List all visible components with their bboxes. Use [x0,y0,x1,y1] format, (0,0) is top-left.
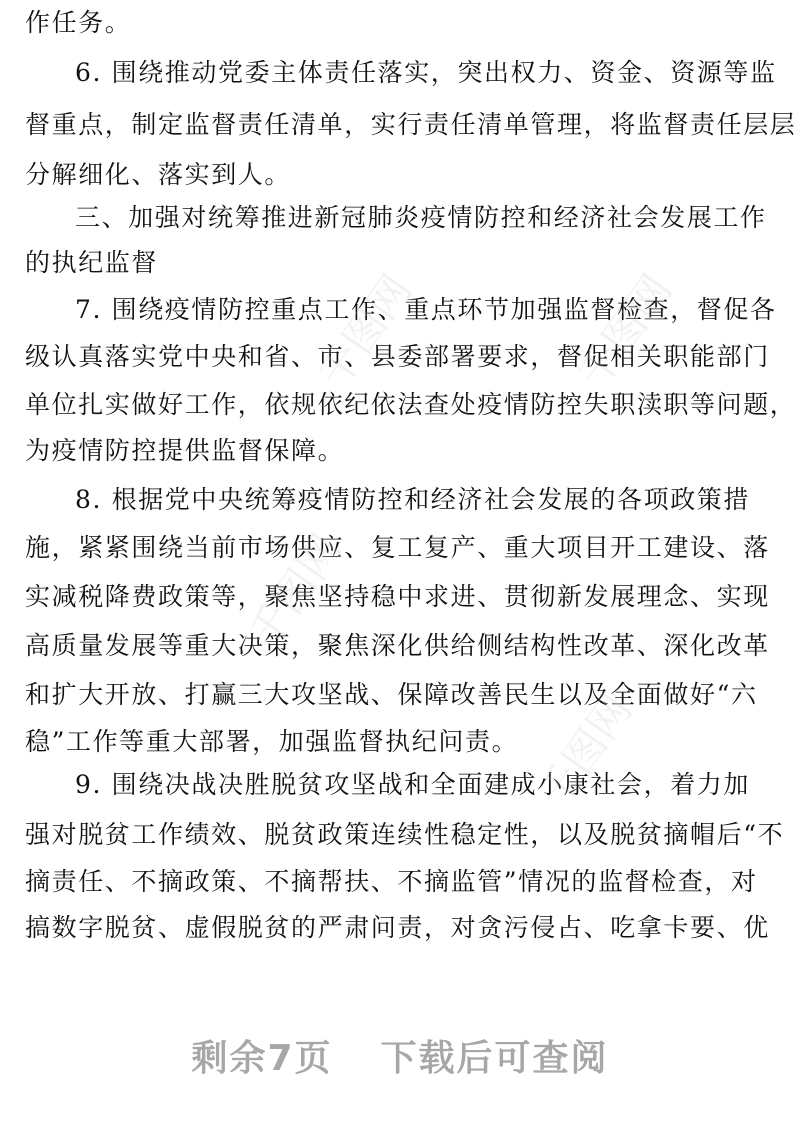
text-line: 为疫情防控提供监督保障。 [25,436,345,465]
watermark: 千图网 [568,265,682,398]
text-line: 高质量发展等重大决策，聚焦深化供给侧结构性改革、深化改革 [25,631,770,660]
watermark: 千图网 [238,525,352,658]
text-line: 搞数字脱贫、虚假脱贫的严肃问责，对贪污侵占、吃拿卡要、优 [25,913,770,942]
text-line: 9. 围绕决战决胜脱贫攻坚战和全面建成小康社会，着力加 [75,770,751,799]
text-line: 摘责任、不摘政策、不摘帮扶、不摘监管”情况的监督检查，对 [25,867,758,896]
text-line: 单位扎实做好工作，依规依纪依法查处疫情防控失职渎职等问题， [25,390,797,419]
download-prompt-banner[interactable] [0,1030,800,1081]
remaining-pages-label: 剩余7页 [191,1038,333,1079]
text-line: 督重点，制定监督责任清单，实行责任清单管理，将监督责任层层 [25,110,797,139]
text-line: 分解细化、落实到人。 [25,160,292,189]
download-to-view-label[interactable]: 下载后可查阅 [380,1038,609,1079]
text-line: 6. 围绕推动党委主体责任落实，突出权力、资金、资源等监 [75,58,777,87]
text-line: 实减税降费政策等，聚焦坚持稳中求进、贯彻新发展理念、实现 [25,582,770,611]
watermark: 千图网 [528,685,642,818]
text-line: 作任务。 [25,8,132,37]
text-line: 施，紧紧围绕当前市场供应、复工复产、重大项目开工建设、落 [25,533,770,562]
text-line: 和扩大开放、打赢三大攻坚战、保障改善民生以及全面做好“六 [25,680,758,709]
text-line: 三、加强对统筹推进新冠肺炎疫情防控和经济社会发展工作 [75,203,767,232]
text-line: 强对脱贫工作绩效、脱贫政策连续性稳定性，以及脱贫摘帽后“不 [25,820,785,849]
text-line: 7. 围绕疫情防控重点工作、重点环节加强监督检查，督促各 [75,295,777,324]
text-line: 稳”工作等重大部署，加强监督执纪问责。 [25,727,519,756]
text-line: 8. 根据党中央统筹疫情防控和经济社会发展的各项政策措 [75,485,751,514]
text-line: 的执纪监督 [25,248,159,277]
text-line: 级认真落实党中央和省、市、县委部署要求，督促相关职能部门 [25,342,770,371]
watermark: 千图网 [308,265,422,398]
